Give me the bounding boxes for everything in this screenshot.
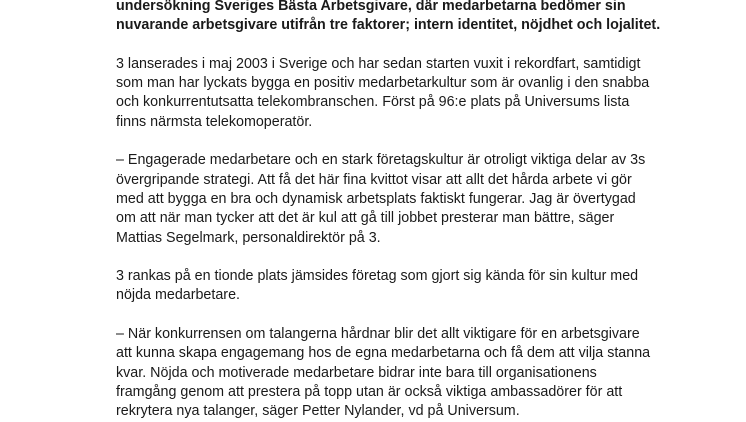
text-line: om att när man tycker att det är kul att gå till jobbet presterar man bättre, säger — [116, 210, 615, 227]
text-line: att kunna skapa engagemang hos de egna medarbetarna och få dem att vilja stanna — [116, 345, 651, 362]
text-line: – Engagerade medarbetare och en stark företagskultur är otroligt viktiga delar av 3s — [116, 152, 646, 169]
text-line: finns närmsta telekomoperatör. — [116, 113, 313, 130]
text-line: nöjda medarbetare. — [116, 287, 240, 304]
document-page — [116, 0, 734, 422]
text-line: undersökning Sveriges Bästa Arbetsgivare, där medarbetarna bedömer sin — [116, 0, 626, 14]
text-line: 3 rankas på en tionde plats jämsides företag som gjort sig kända för sin kultur med — [116, 268, 639, 285]
text-line: och konkurrentutsatta telekombranschen. Först på 96:e plats på Universums lista — [116, 94, 630, 111]
intro-paragraph — [116, 0, 734, 36]
text-line: nuvarande arbetsgivare utifrån tre faktorer; intern identitet, nöjdhet och lojalitet. — [116, 17, 661, 34]
paragraph-gap — [116, 248, 734, 267]
text-line: 3 lanserades i maj 2003 i Sverige och har sedan starten vuxit i rekordfart, samtidigt — [116, 55, 641, 72]
text-line: Mattias Segelmark, personaldirektör på 3. — [116, 229, 381, 246]
text-line: kvar. Nöjda och motiverade medarbetare bidrar inte bara till organisationens — [116, 364, 597, 381]
paragraph-gap — [116, 36, 734, 55]
text-line: rekrytera nya talanger, säger Petter Nylander, vd på Universum. — [116, 403, 520, 420]
text-line: övergripande strategi. Att få det här fina kvittot visar att allt det hårda arbete vi gör — [116, 171, 632, 188]
text-line: som man har lyckats bygga en positiv medarbetarkultur som är ovanlig i den snabba — [116, 75, 650, 92]
paragraph-gap — [116, 132, 734, 151]
paragraph-quote-nylander — [116, 325, 734, 421]
text-line: med att bygga en bra och dynamisk arbetsplats faktiskt fungerar. Jag är övertygad — [116, 190, 636, 207]
paragraph-quote-segelmark — [116, 151, 734, 247]
paragraph-gap — [116, 306, 734, 325]
paragraph-launch — [116, 55, 734, 132]
text-line: – När konkurrensen om talangerna hårdnar blir det allt viktigare för en arbetsgivare — [116, 326, 640, 343]
paragraph-ranking — [116, 267, 734, 306]
text-line: framgång genom att prestera på topp utan är också viktiga ambassadörer för att — [116, 383, 623, 400]
